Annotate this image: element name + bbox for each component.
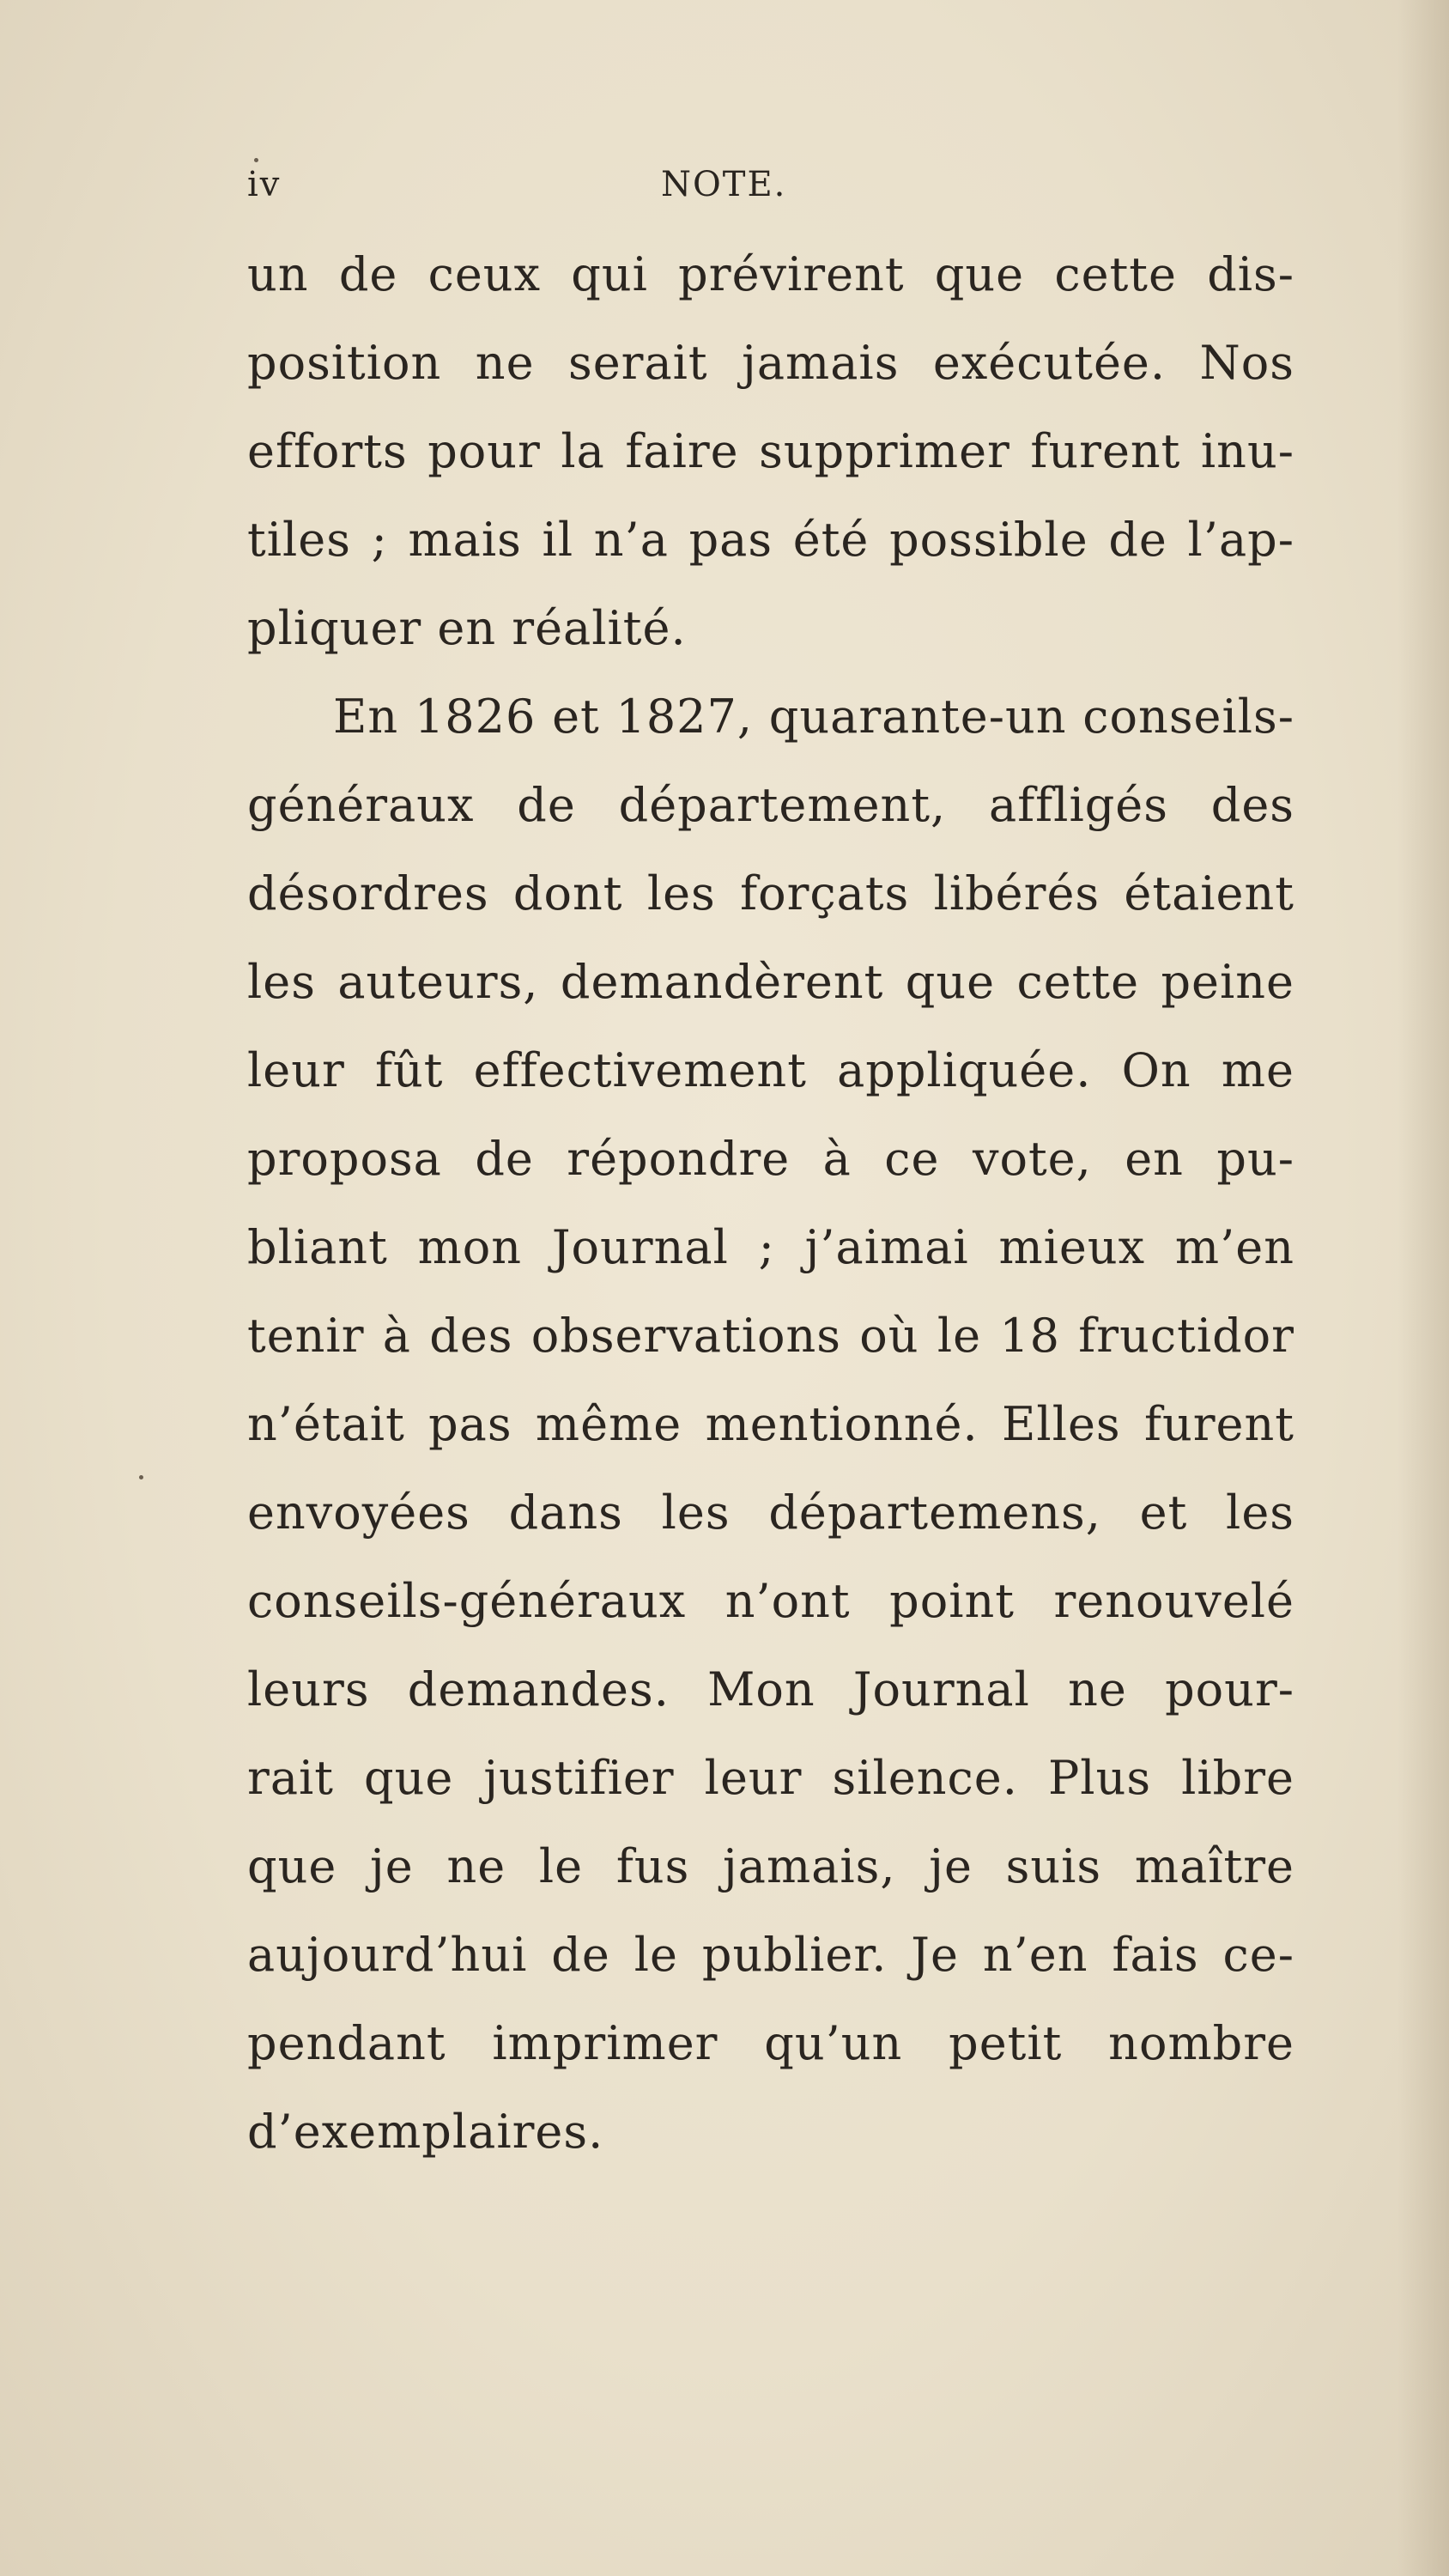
text-line: les auteurs, demandèrent que cette peine xyxy=(247,955,1294,1009)
text-line: leurs demandes. Mon Journal ne pour- xyxy=(247,1662,1294,1716)
page-header xyxy=(247,165,1286,213)
page-number: iv xyxy=(247,165,282,204)
text-line: généraux de département, affligés des xyxy=(247,778,1294,832)
body-text xyxy=(247,230,1294,2176)
text-line: désordres dont les forçats libérés étaient xyxy=(247,866,1294,920)
running-title: NOTE. xyxy=(661,165,787,204)
page-edge-shadow xyxy=(1397,0,1449,2576)
ink-speck xyxy=(139,1475,143,1479)
text-line: leur fût effectivement appliquée. On me xyxy=(247,1043,1294,1097)
text-line: d’exemplaires. xyxy=(247,2105,604,2159)
text-line: envoyées dans les départemens, et les xyxy=(247,1485,1294,1540)
text-line: proposa de répondre à ce vote, en pu- xyxy=(247,1132,1294,1186)
text-line: pendant imprimer qu’un petit nombre xyxy=(247,2016,1294,2070)
text-line: bliant mon Journal ; j’aimai mieux m’en xyxy=(247,1220,1294,1274)
text-line: position ne serait jamais exécutée. Nos xyxy=(247,336,1294,390)
text-line: aujourd’hui de le publier. Je n’en fais ce- xyxy=(247,1928,1294,1982)
text-line: un de ceux qui prévirent que cette dis- xyxy=(247,247,1294,301)
text-line: que je ne le fus jamais, je suis maître xyxy=(247,1839,1294,1893)
text-line: rait que justifier leur silence. Plus libre xyxy=(247,1751,1294,1805)
text-line: efforts pour la faire supprimer furent inu- xyxy=(247,424,1294,478)
text-line: tiles ; mais il n’a pas été possible de l’ap- xyxy=(247,513,1294,567)
text-line: En 1826 et 1827, quarante-un conseils- xyxy=(333,690,1294,744)
text-line: pliquer en réalité. xyxy=(247,601,687,655)
text-line: tenir à des observations où le 18 fructidor xyxy=(247,1309,1294,1363)
text-line: n’était pas même mentionné. Elles furent xyxy=(247,1397,1294,1451)
ink-speck xyxy=(254,158,258,162)
text-line: conseils-généraux n’ont point renouvelé xyxy=(247,1574,1294,1628)
